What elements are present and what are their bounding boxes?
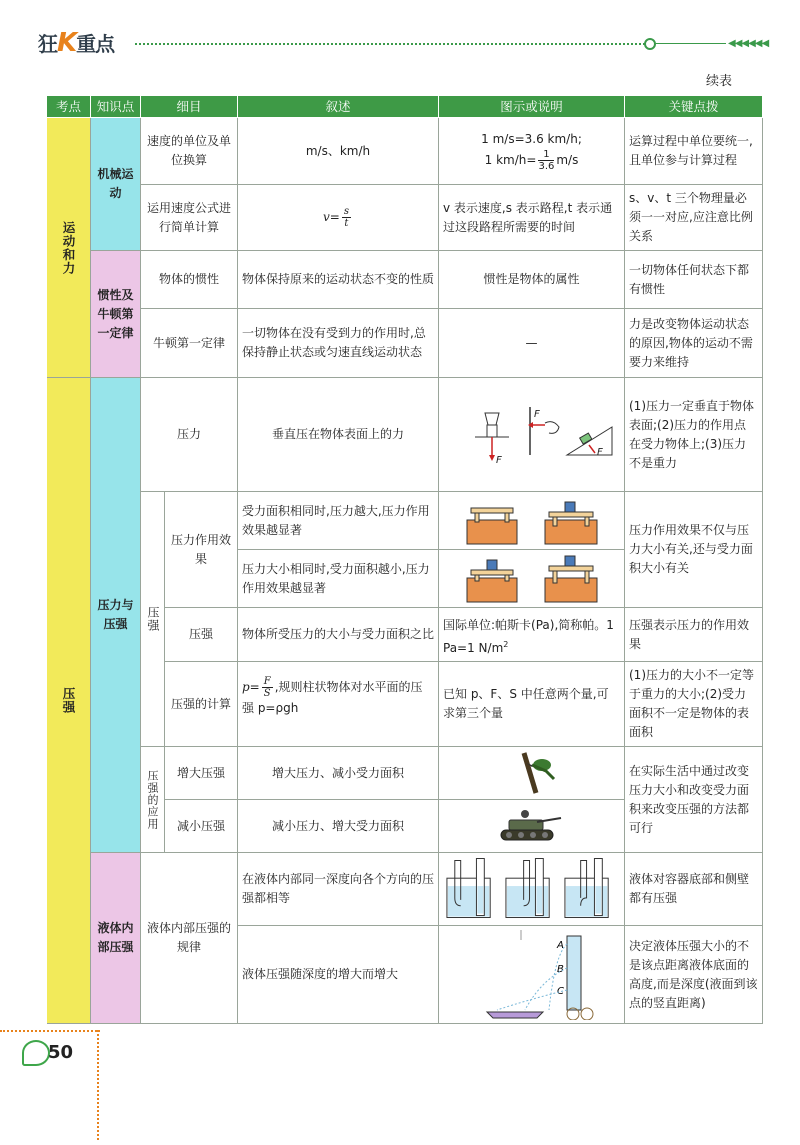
sponge-weight-illustration-2 bbox=[457, 554, 607, 604]
desc-speed-unit: m/s、km/h bbox=[238, 118, 439, 185]
col-header-topic: 考点 bbox=[47, 96, 91, 118]
woodpecker-illustration bbox=[502, 751, 562, 795]
desc-liquid-rule-1: 在液体内部同一深度向各个方向的压强都相等 bbox=[238, 853, 439, 926]
brand-logo: 狂K重点 bbox=[38, 28, 115, 58]
sub-label-pressure: 压强 bbox=[141, 492, 165, 747]
item-increase-pressure: 增大压强 bbox=[165, 747, 238, 800]
desc-pressure-calc: p= $\frac{F}{S}$ ,规则柱状物体对水平面的压强 p=ρgh bbox=[238, 662, 439, 747]
col-header-desc: 叙述 bbox=[238, 96, 439, 118]
point-inertia: 惯性及牛顿第一定律 bbox=[91, 251, 141, 378]
col-header-figure: 图示或说明 bbox=[439, 96, 625, 118]
desc-decrease-pressure: 减小压力、增大受力面积 bbox=[238, 800, 439, 853]
key-force: (1)压力一定垂直于物体表面;(2)压力的作用点在受力物体上;(3)压力不是重力 bbox=[625, 378, 763, 492]
fig-decrease-pressure bbox=[439, 800, 625, 853]
fig-speed-unit bbox=[439, 118, 625, 185]
key-pressure-effect: 压力作用效果不仅与压力大小有关,还与受力面积大小有关 bbox=[625, 492, 763, 608]
fig-newton-first-law: — bbox=[439, 309, 625, 378]
desc-inertia: 物体保持原来的运动状态不变的性质 bbox=[238, 251, 439, 309]
key-speed-formula: s、v、t 三个物理量必须一一对应,应注意比例关系 bbox=[625, 185, 763, 251]
footer-dotted-rule bbox=[0, 1030, 100, 1032]
fig-speed-formula: v 表示速度,s 表示路程,t 表示通过这段路程所需要的时间 bbox=[439, 185, 625, 251]
col-header-point: 知识点 bbox=[91, 96, 141, 118]
fig-liquid-rule-2 bbox=[439, 926, 625, 1024]
item-pressure-effect: 压力作用效果 bbox=[165, 492, 238, 608]
item-decrease-pressure: 减小压强 bbox=[165, 800, 238, 853]
desc-increase-pressure: 增大压力、减小受力面积 bbox=[238, 747, 439, 800]
item-newton-first-law: 牛顿第一定律 bbox=[141, 309, 238, 378]
key-liquid-rule-1: 液体对容器底部和侧壁都有压强 bbox=[625, 853, 763, 926]
hole-label-c: C bbox=[556, 985, 564, 997]
point-mechanics: 机械运动 bbox=[91, 118, 141, 251]
key-inertia: 一切物体任何状态下都有惯性 bbox=[625, 251, 763, 309]
hole-label-a: A bbox=[556, 939, 564, 951]
header-dotted-rule bbox=[135, 43, 645, 45]
sub-label-application: 压强的应用 bbox=[141, 747, 165, 853]
knowledge-table bbox=[47, 96, 763, 1024]
key-pressure-calc: (1)压力的大小不一定等于重力的大小;(2)受力面积不一定是物体的表面积 bbox=[625, 662, 763, 747]
tank-illustration bbox=[497, 806, 567, 846]
fig-force bbox=[439, 378, 625, 492]
force-label-3: F bbox=[596, 446, 603, 458]
speed-conversion-line1: 1 m/s=3.6 km/h; bbox=[481, 132, 582, 146]
continued-label: 续表 bbox=[706, 74, 733, 89]
key-speed-unit: 运算过程中单位要统一,且单位参与计算过程 bbox=[625, 118, 763, 185]
force-diagrams-illustration bbox=[447, 395, 617, 475]
desc-force: 垂直压在物体表面上的力 bbox=[238, 378, 439, 492]
item-pressure-def: 压强 bbox=[165, 608, 238, 662]
key-newton-first-law: 力是改变物体运动状态的原因,物体的运动不需要力来维持 bbox=[625, 309, 763, 378]
point-force-pressure: 压力与压强 bbox=[91, 378, 141, 853]
speed-conversion-line2: 1 km/h= $\frac{1}{3.6}$ m/s bbox=[484, 149, 579, 172]
header-arrows-icon: ◀◀◀◀◀◀ bbox=[728, 38, 769, 49]
force-label-2: F bbox=[533, 408, 540, 420]
key-pressure-def: 压强表示压力的作用效果 bbox=[625, 608, 763, 662]
item-speed-formula: 运用速度公式进行简单计算 bbox=[141, 185, 238, 251]
page-number: 50 bbox=[48, 1042, 74, 1063]
force-label-1: F bbox=[495, 454, 502, 466]
water-column-jets-illustration bbox=[457, 930, 607, 1020]
page-badge-icon bbox=[22, 1040, 50, 1066]
item-pressure-calc: 压强的计算 bbox=[165, 662, 238, 747]
fig-pressure-effect-1 bbox=[439, 492, 625, 550]
page-header bbox=[0, 0, 800, 60]
fig-increase-pressure bbox=[439, 747, 625, 800]
point-liquid-pressure: 液体内部压强 bbox=[91, 853, 141, 1024]
topic-motion: 运动和力 bbox=[47, 118, 91, 378]
manometer-beakers-illustration bbox=[443, 856, 620, 922]
desc-pressure-def: 物体所受压力的大小与受力面积之比 bbox=[238, 608, 439, 662]
item-speed-unit: 速度的单位及单位换算 bbox=[141, 118, 238, 185]
desc-speed-formula: v= $\frac{s}{t}$ bbox=[238, 185, 439, 251]
desc-pressure-effect-1: 受力面积相同时,压力越大,压力作用效果越显著 bbox=[238, 492, 439, 550]
header-circle-icon bbox=[644, 38, 656, 50]
fig-pressure-calc: 已知 p、F、S 中任意两个量,可求第三个量 bbox=[439, 662, 625, 747]
col-header-key: 关键点拨 bbox=[625, 96, 763, 118]
fig-inertia: 惯性是物体的属性 bbox=[439, 251, 625, 309]
key-application: 在实际生活中通过改变压力大小和改变受力面积来改变压强的方法都可行 bbox=[625, 747, 763, 853]
fig-pressure-def: 国际单位:帕斯卡(Pa),简称帕。1 Pa=1 $N/m^2$ bbox=[439, 608, 625, 662]
fig-liquid-rule-1 bbox=[439, 853, 625, 926]
header-rule bbox=[656, 43, 726, 44]
desc-liquid-rule-2: 液体压强随深度的增大而增大 bbox=[238, 926, 439, 1024]
item-inertia: 物体的惯性 bbox=[141, 251, 238, 309]
footer-dotted-vertical bbox=[97, 1030, 99, 1140]
fig-pressure-effect-2 bbox=[439, 550, 625, 608]
desc-pressure-effect-2: 压力大小相同时,受力面积越小,压力作用效果越显著 bbox=[238, 550, 439, 608]
hole-label-b: B bbox=[556, 963, 564, 975]
desc-newton-first-law: 一切物体在没有受到力的作用时,总保持静止状态或匀速直线运动状态 bbox=[238, 309, 439, 378]
key-liquid-rule-2: 决定液体压强大小的不是该点距离液体底面的高度,而是深度(液面到该点的竖直距离) bbox=[625, 926, 763, 1024]
topic-pressure: 压强 bbox=[47, 378, 91, 1024]
sponge-weight-illustration-1 bbox=[457, 496, 607, 546]
item-force: 压力 bbox=[141, 378, 238, 492]
item-liquid-rule: 液体内部压强的规律 bbox=[141, 853, 238, 1024]
col-header-item: 细目 bbox=[141, 96, 238, 118]
